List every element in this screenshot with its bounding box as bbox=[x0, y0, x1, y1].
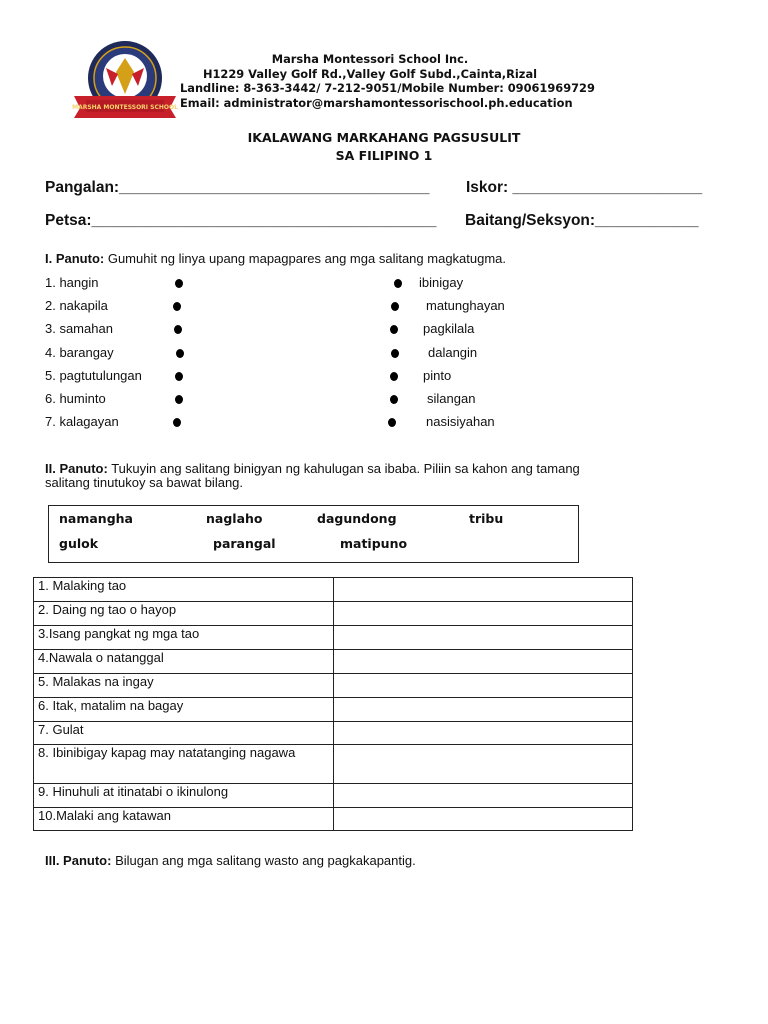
question-cell: 10.Malaki ang katawan bbox=[34, 808, 334, 831]
table-row bbox=[34, 722, 633, 745]
table-row bbox=[34, 578, 633, 602]
part1-label: I. Panuto: bbox=[45, 251, 105, 266]
pangalan-field[interactable]: Pangalan:____________________________________ bbox=[45, 179, 430, 196]
baitang-field[interactable]: Baitang/Seksyon:____________ bbox=[465, 212, 699, 229]
word-bank bbox=[48, 505, 579, 563]
school-phones: Landline: 8-363-3442/ 7-212-9051/Mobile Number: 09061969729 bbox=[180, 81, 595, 95]
school-name: Marsha Montessori School Inc. bbox=[271, 52, 469, 66]
part1-right-item: silangan bbox=[427, 391, 476, 406]
word-bank-item: dagundong bbox=[317, 511, 397, 526]
left-match-dot[interactable] bbox=[173, 302, 181, 311]
exam-title-line2: SA FILIPINO 1 bbox=[335, 148, 433, 163]
school-logo bbox=[68, 38, 182, 122]
table-row bbox=[34, 698, 633, 722]
school-info bbox=[180, 52, 595, 110]
word-bank-item: gulok bbox=[59, 536, 99, 551]
part1-left-item: 5. pagtutulungan bbox=[45, 368, 142, 383]
question-cell: 6. Itak, matalim na bagay bbox=[34, 698, 334, 722]
petsa-field[interactable]: Petsa:________________________________________ bbox=[45, 212, 437, 229]
part1-left-item: 1. hangin bbox=[45, 275, 99, 290]
part1-left-item: 7. kalagayan bbox=[45, 414, 119, 429]
right-match-dot[interactable] bbox=[390, 372, 398, 381]
answer-cell[interactable] bbox=[334, 674, 633, 698]
question-cell: 4.Nawala o natanggal bbox=[34, 650, 334, 674]
part1-right-item: dalangin bbox=[428, 345, 478, 360]
word-bank-item: tribu bbox=[469, 511, 504, 526]
part2-text-line2: salitang tinutukoy sa bawat bilang. bbox=[45, 475, 244, 490]
part2-text-line1: Tukuyin ang salitang binigyan ng kahulugan sa ibaba. Piliin sa kahon ang tamang bbox=[107, 461, 580, 476]
answer-cell[interactable] bbox=[334, 808, 633, 831]
part3-text: Bilugan ang mga salitang wasto ang pagkakapantig. bbox=[111, 853, 416, 868]
question-cell: 5. Malakas na ingay bbox=[34, 674, 334, 698]
school-email: Email: administrator@marshamontessorischool.ph.education bbox=[180, 95, 573, 110]
right-match-dot[interactable] bbox=[388, 418, 396, 427]
left-match-dot[interactable] bbox=[176, 349, 184, 358]
question-cell: 3.Isang pangkat ng mga tao bbox=[34, 626, 334, 650]
part3-instruction bbox=[45, 853, 416, 868]
answer-cell[interactable] bbox=[334, 578, 633, 602]
part1-left-item: 4. barangay bbox=[45, 345, 114, 360]
question-cell: 2. Daing ng tao o hayop bbox=[34, 602, 334, 626]
right-match-dot[interactable] bbox=[394, 279, 402, 288]
left-match-dot[interactable] bbox=[174, 325, 182, 334]
question-cell: 7. Gulat bbox=[34, 722, 334, 745]
table-row bbox=[34, 784, 633, 808]
question-cell: 8. Ibinibigay kapag may natatanging nagawa bbox=[34, 745, 334, 784]
table-row bbox=[34, 626, 633, 650]
answer-cell[interactable] bbox=[334, 602, 633, 626]
part2-instruction bbox=[45, 461, 580, 476]
part1-right-item: matunghayan bbox=[426, 298, 505, 313]
answer-cell[interactable] bbox=[334, 698, 633, 722]
part1-left-item: 2. nakapila bbox=[45, 298, 108, 313]
part1-right-item: ibinigay bbox=[419, 275, 464, 290]
table-row bbox=[34, 650, 633, 674]
right-match-dot[interactable] bbox=[391, 349, 399, 358]
question-cell: 9. Hinuhuli at itinatabi o ikinulong bbox=[34, 784, 334, 808]
part1-left-item: 3. samahan bbox=[45, 321, 113, 336]
answer-cell[interactable] bbox=[334, 784, 633, 808]
answer-table bbox=[33, 577, 633, 831]
right-match-dot[interactable] bbox=[390, 325, 398, 334]
exam-title bbox=[0, 129, 768, 165]
answer-cell[interactable] bbox=[334, 650, 633, 674]
table-row bbox=[34, 602, 633, 626]
left-match-dot[interactable] bbox=[175, 279, 183, 288]
answer-cell[interactable] bbox=[334, 745, 633, 784]
part1-right-item: nasisiyahan bbox=[426, 414, 495, 429]
logo-ribbon-text: MARSHA MONTESSORI SCHOOL bbox=[72, 104, 178, 111]
answer-cell[interactable] bbox=[334, 626, 633, 650]
iskor-field[interactable]: Iskor: ______________________ bbox=[466, 179, 703, 196]
right-match-dot[interactable] bbox=[391, 302, 399, 311]
table-row bbox=[34, 674, 633, 698]
word-bank-item: matipuno bbox=[340, 536, 408, 551]
right-match-dot[interactable] bbox=[390, 395, 398, 404]
school-address: H1229 Valley Golf Rd.,Valley Golf Subd.,Cainta,Rizal bbox=[202, 66, 538, 81]
part1-instruction bbox=[45, 251, 506, 266]
word-bank-item: naglaho bbox=[206, 511, 263, 526]
left-match-dot[interactable] bbox=[175, 395, 183, 404]
word-bank-item: parangal bbox=[213, 536, 276, 551]
answer-cell[interactable] bbox=[334, 722, 633, 745]
part1-right-item: pinto bbox=[423, 368, 452, 383]
part3-label: III. Panuto: bbox=[45, 853, 112, 868]
left-match-dot[interactable] bbox=[175, 372, 183, 381]
part2-label: II. Panuto: bbox=[45, 461, 108, 476]
table-row bbox=[34, 808, 633, 831]
left-match-dot[interactable] bbox=[173, 418, 181, 427]
part1-text: Gumuhit ng linya upang mapagpares ang mga salitang magkatugma. bbox=[104, 251, 507, 266]
part1-left-item: 6. huminto bbox=[45, 391, 106, 406]
part1-right-item: pagkilala bbox=[423, 321, 475, 336]
word-bank-item: namangha bbox=[59, 511, 133, 526]
question-cell: 1. Malaking tao bbox=[34, 578, 334, 602]
table-row bbox=[34, 745, 633, 784]
exam-title-line1: IKALAWANG MARKAHANG PAGSUSULIT bbox=[247, 130, 521, 145]
